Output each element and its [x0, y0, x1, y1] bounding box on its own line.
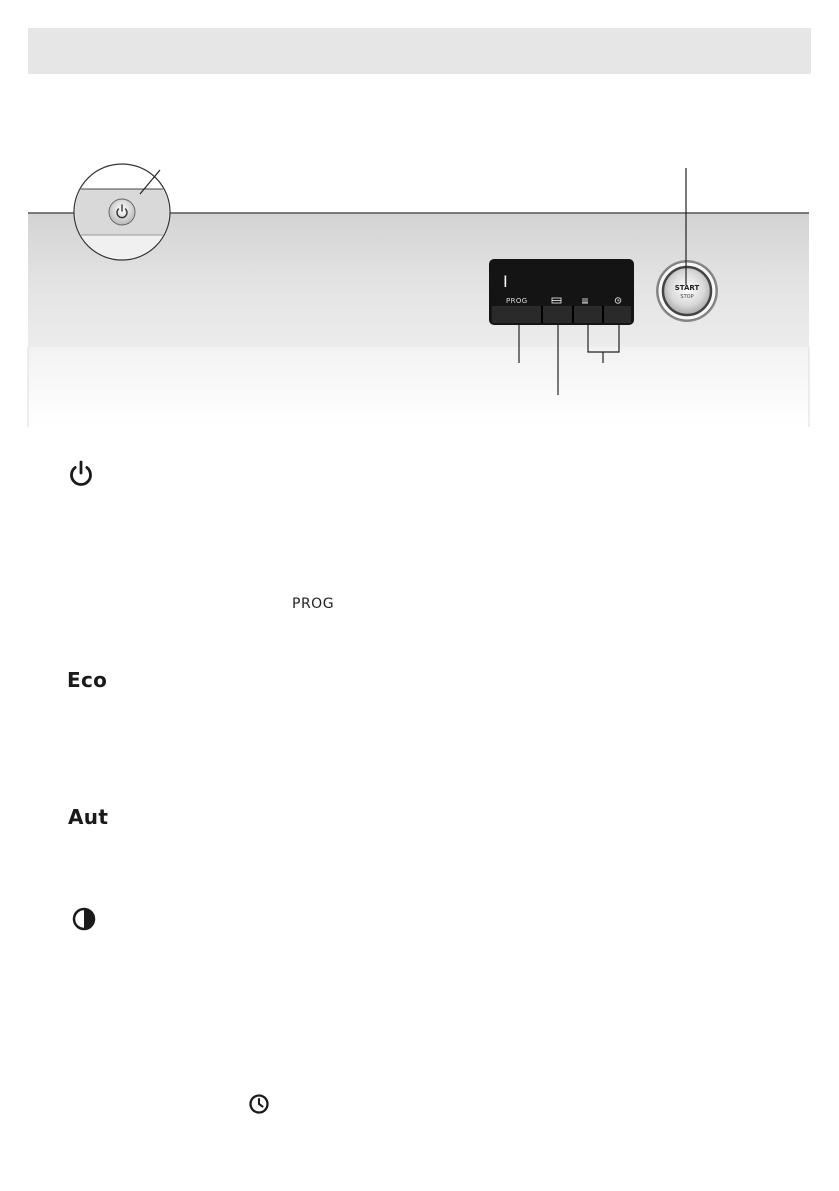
- prog-button[interactable]: [492, 306, 542, 323]
- clock-icon: [248, 1093, 270, 1115]
- delay-button[interactable]: [603, 306, 631, 323]
- prog-button-label: PROG: [506, 297, 528, 305]
- power-button: [109, 199, 135, 225]
- power-icon: [66, 459, 96, 489]
- control-panel-illustration: [0, 150, 839, 430]
- display-digit: I: [503, 272, 508, 291]
- half-circle-icon: [71, 906, 97, 932]
- page-header-bar: [28, 28, 811, 74]
- glass-care-icon: [582, 298, 588, 303]
- stop-label: STOP: [680, 294, 694, 300]
- half-load-button[interactable]: [542, 306, 573, 323]
- auto-label: Aut: [68, 805, 109, 829]
- start-stop-knob[interactable]: [656, 260, 718, 322]
- glass-care-button[interactable]: [573, 306, 603, 323]
- prog-reference: PROG: [292, 596, 335, 612]
- eco-label: Eco: [67, 668, 108, 692]
- start-label: START: [674, 284, 700, 292]
- panel-lower: [28, 347, 809, 427]
